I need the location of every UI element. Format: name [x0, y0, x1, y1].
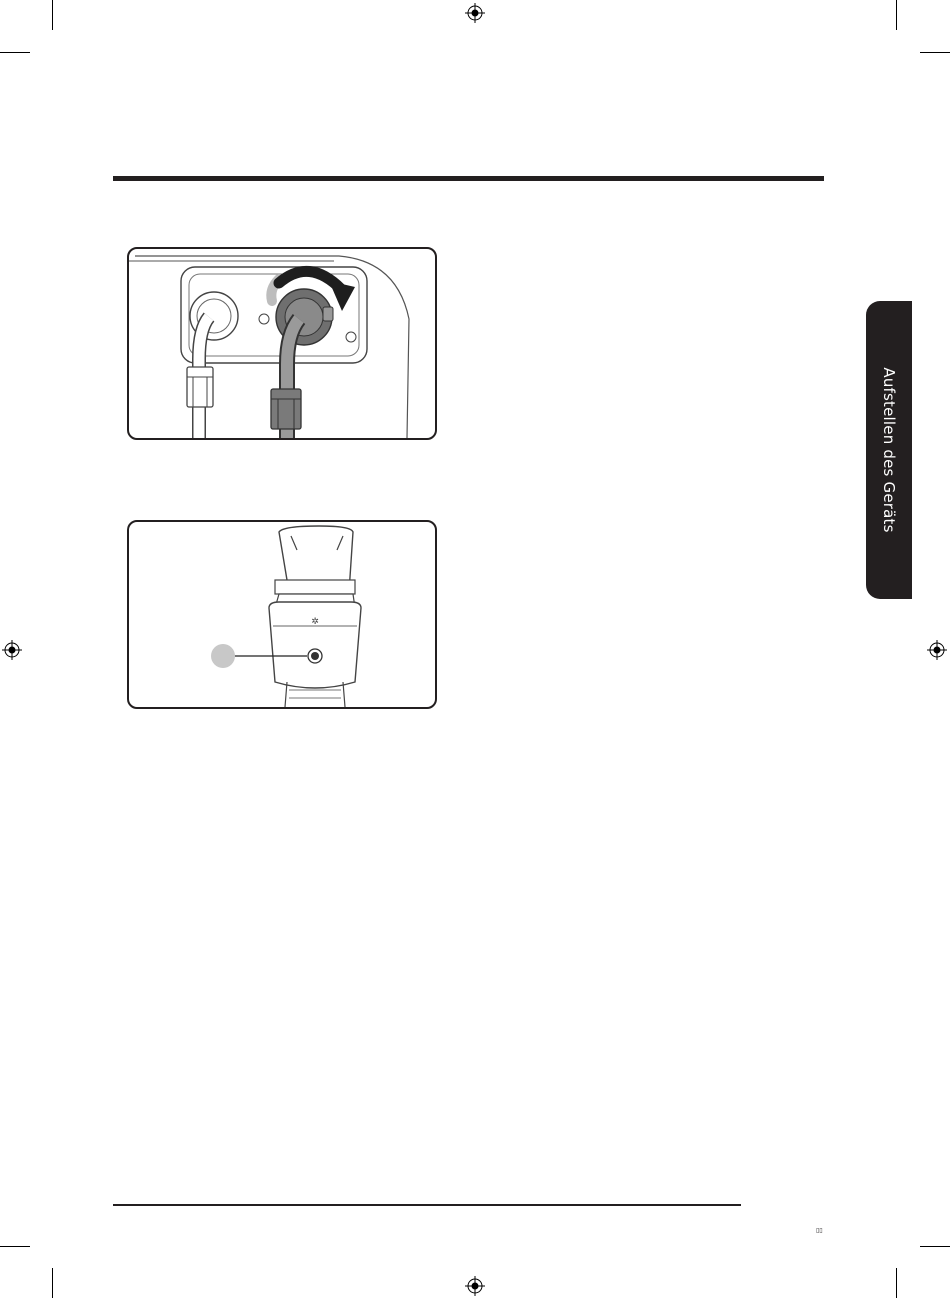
page-mark: ▯▯ — [816, 1227, 823, 1234]
crop-mark — [52, 0, 53, 30]
registration-mark-icon — [465, 1276, 485, 1296]
section-heading-rule — [113, 176, 824, 181]
crop-mark — [920, 1246, 950, 1247]
callout-circle — [211, 644, 235, 668]
crop-mark — [52, 1268, 53, 1298]
hose-valve-figure — [127, 520, 437, 709]
crop-mark — [920, 52, 950, 53]
crop-mark — [0, 1246, 30, 1247]
chapter-side-tab-label: Aufstellen des Geräts — [880, 367, 898, 533]
registration-mark-icon — [2, 640, 22, 660]
hose-valve-illustration — [129, 522, 435, 707]
registration-mark-icon — [465, 3, 485, 23]
svg-text:✲: ✲ — [311, 617, 319, 627]
registration-mark-icon — [927, 640, 947, 660]
hose-connection-figure — [127, 247, 437, 440]
hose-connection-illustration — [129, 249, 435, 438]
footer-rule — [113, 1204, 741, 1206]
crop-mark — [896, 1268, 897, 1298]
crop-mark — [0, 52, 30, 53]
crop-mark — [896, 0, 897, 30]
chapter-side-tab — [866, 301, 912, 599]
